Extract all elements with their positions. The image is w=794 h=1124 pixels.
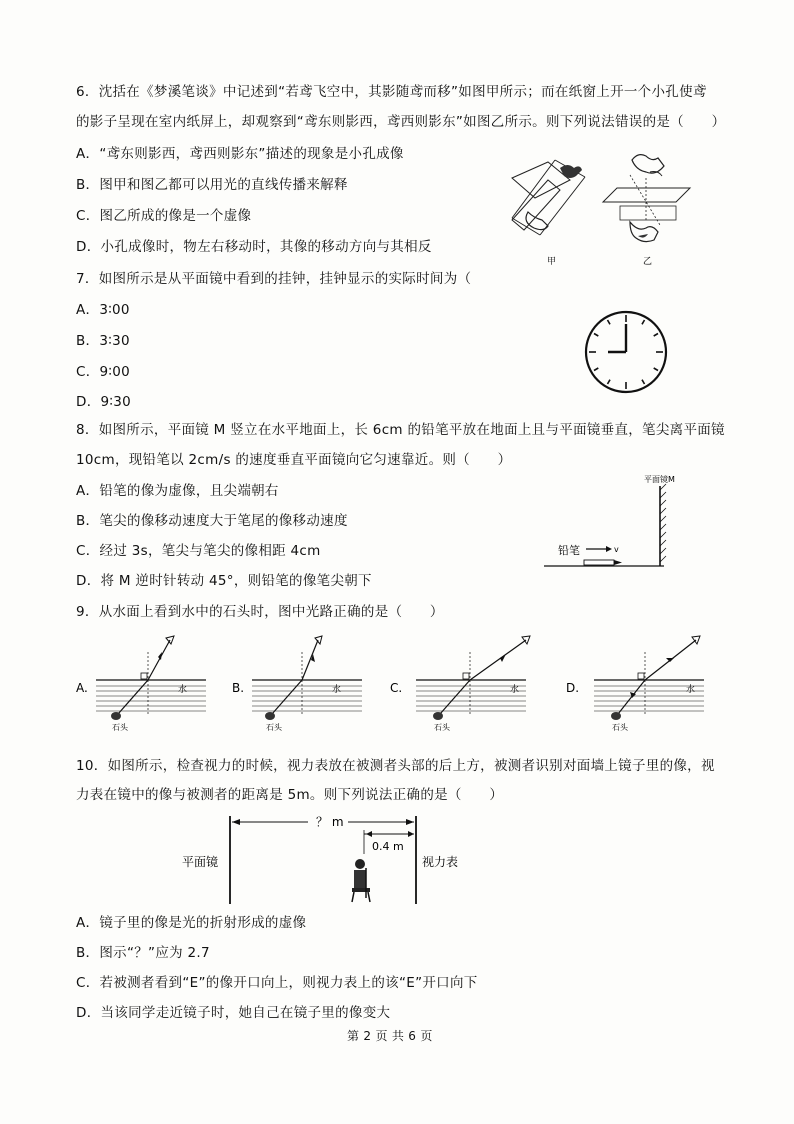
q8-option-d: D．将 M 逆时针转动 45°，则铅笔的像笔尖朝下 — [76, 573, 372, 589]
page-footer: 第 2 页 共 6 页 — [347, 1029, 433, 1043]
q8-mirror-figure — [540, 472, 690, 572]
q9-water-a: 水 — [178, 685, 188, 695]
distance-total-label: ？ m — [316, 815, 344, 829]
q7-stem: 7．如图所示是从平面镜中看到的挂钟，挂钟显示的实际时间为（ — [76, 271, 472, 287]
q9-figure-d — [566, 636, 704, 732]
bird-icon — [560, 165, 582, 178]
q10-option-a: A．镜子里的像是光的折射形成的虚像 — [76, 915, 307, 931]
q9-figure-a — [76, 636, 206, 732]
fig-label-yi: 乙 — [643, 257, 653, 267]
q9-label-a: A. — [76, 681, 88, 695]
q10-option-d: D．当该同学走近镜子时，她自己在镜子里的像变大 — [76, 1005, 391, 1021]
q9-water-b: 水 — [332, 685, 342, 695]
q9-water-d: 水 — [686, 685, 696, 695]
q10-stem-line1: 10．如图所示，检查视力的时候，视力表放在被测者头部的后上方，被测者识别对面墙上镜子里的像，视 — [76, 758, 715, 774]
q6-option-c: C．图乙所成的像是一个虚像 — [76, 208, 252, 224]
q10-stem-line2: 力表在镜中的像与被测者的距离是 5m。则下列说法正确的是（ ） — [76, 787, 504, 803]
q7-option-c: C．9∶00 — [76, 364, 131, 380]
q9-water-c: 水 — [510, 685, 520, 695]
q7-option-d: D．9∶30 — [76, 394, 131, 410]
q10-option-c: C．若被测者看到“E”的像开口向上，则视力表上的该“E”开口向下 — [76, 975, 478, 991]
q7-clock-figure — [584, 310, 668, 394]
q10-option-b: B．图示“？”应为 2.7 — [76, 945, 210, 961]
q9-label-c: C. — [390, 681, 403, 695]
pencil-label: 铅笔 — [558, 544, 580, 557]
q7-option-b: B．3∶30 — [76, 333, 130, 349]
stone-icon — [433, 712, 443, 720]
q6-stem-line2: 的影子呈现在室内纸屏上，却观察到“鸢东则影西，鸢西则影东”如图乙所示。则下列说法错误的是（ ） — [76, 114, 726, 130]
q8-stem-line1: 8．如图所示，平面镜 M 竖立在水平地面上，长 6cm 的铅笔平放在地面上且与平面镜垂直，笔尖离平面镜 — [76, 422, 725, 438]
q6-stem-line1: 6．沈括在《梦溪笔谈》中记述到“若鸢飞空中，其影随鸢而移”如图甲所示；而在纸窗上开一个小孔使鸢 — [76, 84, 707, 100]
stone-icon — [265, 712, 275, 720]
q6-option-d: D．小孔成像时，物左右移动时，其像的移动方向与其相反 — [76, 239, 432, 255]
q8-option-b: B．笔尖的像移动速度大于笔尾的像移动速度 — [76, 513, 348, 529]
pencil-body — [584, 560, 614, 565]
q9-stone-b: 石头 — [266, 723, 282, 732]
q8-option-c: C．经过 3s，笔尖与笔尖的像相距 4cm — [76, 543, 321, 559]
q9-label-d: D. — [566, 681, 580, 695]
q6-figure — [505, 140, 705, 270]
q9-label-b: B. — [232, 681, 245, 695]
q9-stone-d: 石头 — [612, 723, 628, 732]
mirror-m-label: 平面镜M — [644, 475, 675, 484]
q9-stone-a: 石头 — [112, 723, 128, 732]
velocity-label: v — [614, 545, 619, 554]
q8-stem-line2: 10cm，现铅笔以 2cm/s 的速度垂直平面镜向它匀速靠近。则（ ） — [76, 452, 512, 468]
q9-stone-c: 石头 — [434, 723, 450, 732]
eye-chart-label: 视力表 — [422, 855, 459, 869]
mirror-label: 平面镜 — [182, 855, 219, 869]
q8-option-a: A．铅笔的像为虚像，且尖端朝右 — [76, 483, 279, 499]
fig-label-jia: 甲 — [547, 257, 557, 267]
q9-figures — [70, 632, 710, 737]
person-seated-icon — [352, 859, 370, 902]
distance-small-label: 0.4 m — [372, 840, 404, 853]
pencil-tip — [614, 560, 622, 565]
stone-icon — [611, 712, 621, 720]
q7-option-a: A．3∶00 — [76, 302, 130, 318]
q9-figure-c — [390, 636, 530, 732]
q9-stem: 9．从水面上看到水中的石头时，图中光路正确的是（ ） — [76, 604, 444, 620]
q6-option-b: B．图甲和图乙都可以用光的直线传播来解释 — [76, 177, 348, 193]
stone-icon — [111, 712, 121, 720]
q10-figure — [180, 808, 480, 908]
q9-figure-b — [232, 636, 362, 732]
q6-option-a: A．“鸢东则影西，鸢西则影东”描述的现象是小孔成像 — [76, 146, 404, 162]
